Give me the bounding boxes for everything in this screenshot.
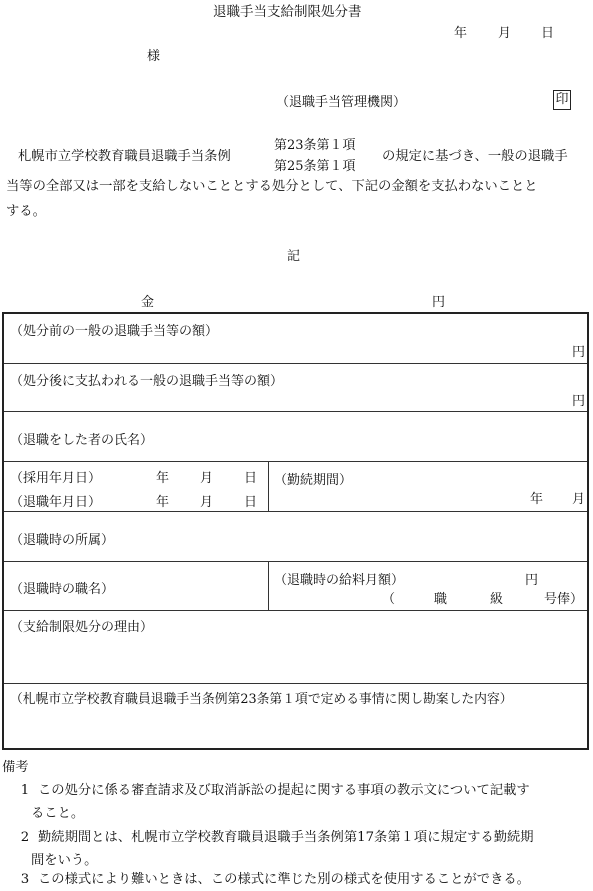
position-label: （退職時の職名） xyxy=(10,582,115,597)
note-item xyxy=(6,779,590,802)
reason-label: （支給制限処分の理由） xyxy=(10,620,154,635)
note-item-cont: ること。 xyxy=(31,806,85,821)
note-item xyxy=(6,826,590,849)
article-25: 第25条第１項 xyxy=(274,159,356,174)
paragraph-continuation: の規定に基づき、一般の退職手 xyxy=(382,149,568,164)
hire-day: 日 xyxy=(244,471,258,486)
amount-prefix: 金 xyxy=(141,295,155,310)
seal-mark: 印 xyxy=(553,90,571,110)
addressee-suffix: 様 xyxy=(147,49,161,64)
notes-heading: 備考 xyxy=(2,760,29,775)
retire-day: 日 xyxy=(244,495,258,510)
retire-year: 年 xyxy=(156,495,170,510)
consideration-label: （札幌市立学校教育職員退職手当条例第23条第１項で定める事情に関し勘案した内容） xyxy=(10,692,513,707)
note-number: 2 xyxy=(20,830,30,845)
service-year: 年 xyxy=(530,492,544,507)
salary-unit: 円 xyxy=(525,573,539,588)
note-number: 3 xyxy=(20,872,30,887)
salary-label: （退職時の給料月額） xyxy=(274,573,405,588)
ki-heading: 記 xyxy=(287,249,301,264)
grade-job: 職 xyxy=(434,592,448,607)
paragraph-line-2: 当等の全部又は一部を支給しないこととする処分として、下記の金額を支払わないことと xyxy=(6,179,538,194)
grade-close: 号俸） xyxy=(544,592,584,607)
grade-level: 級 xyxy=(490,592,504,607)
service-month: 月 xyxy=(572,492,586,507)
document-title: 退職手当支給制限処分書 xyxy=(213,4,362,20)
note-number: 1 xyxy=(20,783,30,798)
hire-year: 年 xyxy=(156,471,170,486)
details-table xyxy=(2,312,589,750)
article-23: 第23条第１項 xyxy=(274,138,356,153)
ordinance-name: 札幌市立学校教育職員退職手当条例 xyxy=(18,149,231,164)
issuer-label: （退職手当管理機関） xyxy=(276,95,407,110)
amount-unit: 円 xyxy=(432,295,446,310)
retire-date-label: （退職年月日） xyxy=(10,495,102,510)
date-day: 日 xyxy=(541,26,555,41)
hire-date-label: （採用年月日） xyxy=(10,471,102,486)
service-period-label: （勤続期間） xyxy=(274,473,353,488)
after-amount-unit: 円 xyxy=(572,394,586,409)
paragraph-line-3: する。 xyxy=(6,204,46,219)
before-amount-unit: 円 xyxy=(572,345,586,360)
retire-month: 月 xyxy=(200,495,214,510)
date-year: 年 xyxy=(454,26,468,41)
date-month: 月 xyxy=(498,26,512,41)
grade-open: （ xyxy=(382,592,396,607)
note-item-cont: 間をいう。 xyxy=(31,853,98,868)
note-text: この処分に係る審査請求及び取消訴訟の提起に関する事項の教示文について記載す xyxy=(38,783,530,798)
hire-month: 月 xyxy=(200,471,214,486)
note-text: 勤続期間とは、札幌市立学校教育職員退職手当条例第17条第１項に規定する勤続期 xyxy=(38,830,534,845)
after-amount-label: （処分後に支払われる一般の退職手当等の額） xyxy=(10,374,284,389)
retiree-name-label: （退職をした者の氏名） xyxy=(10,433,154,448)
note-text: この様式により難いときは、この様式に準じた別の様式を使用することができる。 xyxy=(38,872,530,887)
before-amount-label: （処分前の一般の退職手当等の額） xyxy=(10,324,219,339)
affiliation-label: （退職時の所属） xyxy=(10,533,115,548)
